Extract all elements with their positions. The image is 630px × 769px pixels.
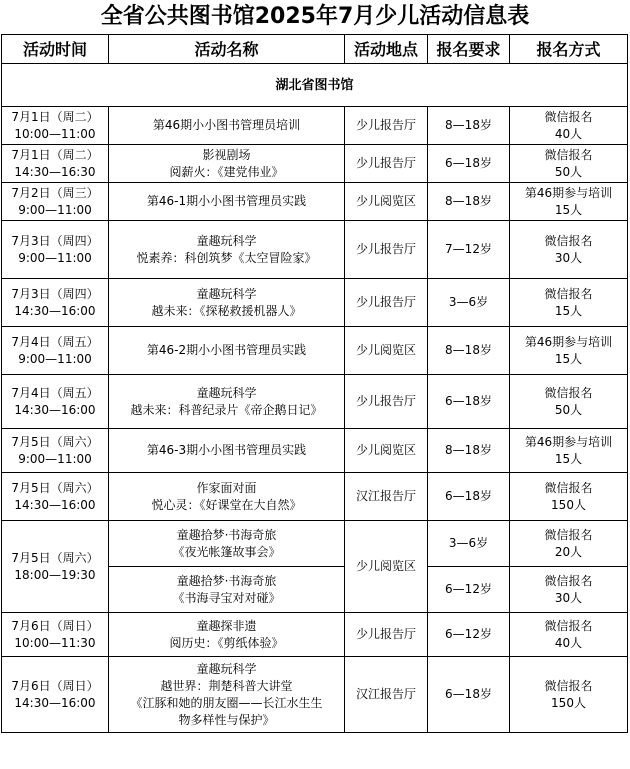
name-line: 童趣玩科学 bbox=[196, 233, 257, 248]
cell-req: 6—18岁 bbox=[428, 657, 510, 733]
cell-time bbox=[2, 107, 109, 145]
name-line: 童趣拾梦·书海奇旅 bbox=[176, 573, 277, 588]
sign-line: 15人 bbox=[554, 451, 583, 466]
sign-line: 微信报名 bbox=[544, 480, 593, 495]
cell-time bbox=[2, 613, 109, 657]
cell-place: 少儿报告厅 bbox=[345, 107, 428, 145]
cell-sign bbox=[510, 107, 628, 145]
time-line: 7月4日（周五） bbox=[11, 385, 99, 400]
time-line: 14:30—16:00 bbox=[14, 402, 96, 417]
sign-line: 微信报名 bbox=[544, 618, 593, 633]
name-line: 悦心灵：《好课堂在大自然》 bbox=[151, 497, 302, 512]
name-line: 《夜光帐篷故事会》 bbox=[172, 544, 281, 559]
time-line: 7月3日（周四） bbox=[11, 286, 99, 301]
name-line: 越世界：荆楚科普大讲堂 bbox=[160, 678, 293, 693]
table-row bbox=[2, 183, 628, 221]
cell-sign bbox=[510, 327, 628, 375]
cell-sign bbox=[510, 473, 628, 521]
cell-time bbox=[2, 375, 109, 429]
time-line: 7月2日（周三） bbox=[11, 185, 99, 200]
time-line: 9:00—11:00 bbox=[18, 202, 92, 217]
name-line: 作家面对面 bbox=[196, 480, 257, 495]
time-line: 7月1日（周二） bbox=[11, 109, 99, 124]
sign-line: 第46期参与培训 bbox=[524, 434, 613, 449]
cell-sign bbox=[510, 613, 628, 657]
cell-sign bbox=[510, 183, 628, 221]
time-line: 9:00—11:00 bbox=[18, 250, 92, 265]
time-line: 10:00—11:00 bbox=[14, 126, 96, 141]
sign-line: 40人 bbox=[554, 635, 583, 650]
time-line: 7月6日（周日） bbox=[11, 618, 99, 633]
cell-sign bbox=[510, 429, 628, 473]
cell-req: 3—6岁 bbox=[428, 521, 510, 567]
sign-line: 第46期参与培训 bbox=[524, 185, 613, 200]
time-line: 14:30—16:00 bbox=[14, 303, 96, 318]
cell-name bbox=[109, 657, 345, 733]
name-line: 第46期小小图书管理员培训 bbox=[152, 118, 301, 132]
cell-sign bbox=[510, 521, 628, 567]
cell-req: 8—18岁 bbox=[428, 183, 510, 221]
cell-req: 8—18岁 bbox=[428, 107, 510, 145]
cell-place: 汉江报告厅 bbox=[345, 657, 428, 733]
time-line: 7月6日（周日） bbox=[11, 678, 99, 693]
cell-name bbox=[109, 279, 345, 327]
cell-req: 6—12岁 bbox=[428, 567, 510, 613]
cell-time bbox=[2, 145, 109, 183]
cell-time bbox=[2, 327, 109, 375]
cell-req: 8—18岁 bbox=[428, 327, 510, 375]
cell-name bbox=[109, 375, 345, 429]
time-line: 7月5日（周六） bbox=[11, 550, 99, 565]
cell-req: 6—18岁 bbox=[428, 473, 510, 521]
name-line: 阅历史：《剪纸体验》 bbox=[169, 635, 284, 650]
time-line: 7月5日（周六） bbox=[11, 480, 99, 495]
cell-time bbox=[2, 521, 109, 613]
time-line: 7月5日（周六） bbox=[11, 434, 99, 449]
name-line: 影视剧场 bbox=[202, 147, 251, 162]
cell-place: 少儿阅览区 bbox=[345, 429, 428, 473]
time-line: 7月3日（周四） bbox=[11, 233, 99, 248]
cell-name bbox=[109, 567, 345, 613]
sign-line: 30人 bbox=[554, 590, 583, 605]
activity-table bbox=[1, 34, 628, 733]
sign-line: 50人 bbox=[554, 402, 583, 417]
table-row bbox=[2, 657, 628, 733]
name-line: 第46-2期小小图书管理员实践 bbox=[146, 343, 307, 357]
table-row bbox=[2, 613, 628, 657]
name-line: 物多样性与保护》 bbox=[178, 712, 275, 727]
header-time: 活动时间 bbox=[2, 35, 109, 64]
cell-place: 少儿阅览区 bbox=[345, 183, 428, 221]
header-sign: 报名方式 bbox=[510, 35, 628, 64]
sign-line: 微信报名 bbox=[544, 385, 593, 400]
cell-time bbox=[2, 657, 109, 733]
sign-line: 40人 bbox=[554, 126, 583, 141]
name-line: 《江豚和她的朋友圈——长江水生生 bbox=[130, 695, 323, 710]
sign-line: 15人 bbox=[554, 202, 583, 217]
cell-name bbox=[109, 107, 345, 145]
section-row bbox=[2, 64, 628, 107]
header-row bbox=[2, 35, 628, 64]
time-line: 14:30—16:30 bbox=[14, 164, 96, 179]
cell-name bbox=[109, 145, 345, 183]
name-line: 童趣探非遗 bbox=[196, 618, 257, 633]
table-row bbox=[2, 521, 628, 567]
time-line: 14:30—16:00 bbox=[14, 695, 96, 710]
time-line: 9:00—11:00 bbox=[18, 451, 92, 466]
cell-time bbox=[2, 429, 109, 473]
table-row bbox=[2, 473, 628, 521]
sign-line: 微信报名 bbox=[544, 527, 593, 542]
sign-line: 第46期参与培训 bbox=[524, 334, 613, 349]
name-line: 《书海寻宝对对碰》 bbox=[172, 590, 281, 605]
cell-place: 少儿报告厅 bbox=[345, 221, 428, 279]
table-row bbox=[2, 145, 628, 183]
table-row bbox=[2, 375, 628, 429]
cell-req: 8—18岁 bbox=[428, 429, 510, 473]
cell-name bbox=[109, 473, 345, 521]
table-row bbox=[2, 279, 628, 327]
name-line: 童趣玩科学 bbox=[196, 385, 257, 400]
sign-line: 15人 bbox=[554, 303, 583, 318]
sign-line: 微信报名 bbox=[544, 109, 593, 124]
sign-line: 微信报名 bbox=[544, 573, 593, 588]
sign-line: 150人 bbox=[551, 695, 586, 710]
sign-line: 15人 bbox=[554, 351, 583, 366]
time-line: 7月4日（周五） bbox=[11, 334, 99, 349]
cell-req: 6—12岁 bbox=[428, 613, 510, 657]
cell-name bbox=[109, 429, 345, 473]
cell-place: 少儿报告厅 bbox=[345, 279, 428, 327]
time-line: 14:30—16:00 bbox=[14, 497, 96, 512]
cell-time bbox=[2, 221, 109, 279]
sign-line: 微信报名 bbox=[544, 147, 593, 162]
cell-place: 少儿报告厅 bbox=[345, 375, 428, 429]
cell-place: 少儿报告厅 bbox=[345, 613, 428, 657]
cell-sign bbox=[510, 657, 628, 733]
cell-req: 6—18岁 bbox=[428, 375, 510, 429]
cell-sign bbox=[510, 221, 628, 279]
section-title: 湖北省图书馆 bbox=[2, 64, 628, 107]
name-line: 越未来：科普纪录片《帝企鹅日记》 bbox=[130, 402, 323, 417]
sign-line: 30人 bbox=[554, 250, 583, 265]
name-line: 第46-3期小小图书管理员实践 bbox=[146, 443, 307, 457]
time-line: 9:00—11:00 bbox=[18, 351, 92, 366]
header-name: 活动名称 bbox=[109, 35, 345, 64]
table-row bbox=[2, 107, 628, 145]
sign-line: 150人 bbox=[551, 497, 586, 512]
table-row bbox=[2, 429, 628, 473]
time-line: 18:00—19:30 bbox=[14, 567, 96, 582]
cell-name bbox=[109, 613, 345, 657]
sign-line: 微信报名 bbox=[544, 286, 593, 301]
time-line: 7月1日（周二） bbox=[11, 147, 99, 162]
cell-req: 6—18岁 bbox=[428, 145, 510, 183]
sign-line: 微信报名 bbox=[544, 678, 593, 693]
name-line: 童趣拾梦·书海奇旅 bbox=[176, 527, 277, 542]
sign-line: 微信报名 bbox=[544, 233, 593, 248]
cell-place: 少儿阅览区 bbox=[345, 521, 428, 613]
name-line: 阅薪火：《建党伟业》 bbox=[169, 164, 284, 179]
cell-time bbox=[2, 183, 109, 221]
cell-name bbox=[109, 521, 345, 567]
cell-req: 7—12岁 bbox=[428, 221, 510, 279]
name-line: 越未来：《探秘救援机器人》 bbox=[151, 303, 302, 318]
table-row bbox=[2, 221, 628, 279]
page-title: 全省公共图书馆2025年7月少儿活动信息表 bbox=[100, 4, 530, 29]
cell-name bbox=[109, 183, 345, 221]
cell-place: 汉江报告厅 bbox=[345, 473, 428, 521]
cell-name bbox=[109, 221, 345, 279]
table-row bbox=[2, 327, 628, 375]
cell-sign bbox=[510, 279, 628, 327]
cell-time bbox=[2, 279, 109, 327]
sign-line: 50人 bbox=[554, 164, 583, 179]
name-line: 悦素养：科创筑梦《太空冒险家》 bbox=[136, 250, 317, 265]
cell-time bbox=[2, 473, 109, 521]
cell-sign bbox=[510, 145, 628, 183]
cell-place: 少儿报告厅 bbox=[345, 145, 428, 183]
time-line: 10:00—11:30 bbox=[14, 635, 96, 650]
cell-sign bbox=[510, 375, 628, 429]
cell-name bbox=[109, 327, 345, 375]
name-line: 第46-1期小小图书管理员实践 bbox=[146, 194, 307, 208]
cell-sign bbox=[510, 567, 628, 613]
name-line: 童趣玩科学 bbox=[196, 661, 257, 676]
sign-line: 20人 bbox=[554, 544, 583, 559]
cell-place: 少儿阅览区 bbox=[345, 327, 428, 375]
cell-req: 3—6岁 bbox=[428, 279, 510, 327]
header-place: 活动地点 bbox=[345, 35, 428, 64]
header-req: 报名要求 bbox=[428, 35, 510, 64]
name-line: 童趣玩科学 bbox=[196, 286, 257, 301]
